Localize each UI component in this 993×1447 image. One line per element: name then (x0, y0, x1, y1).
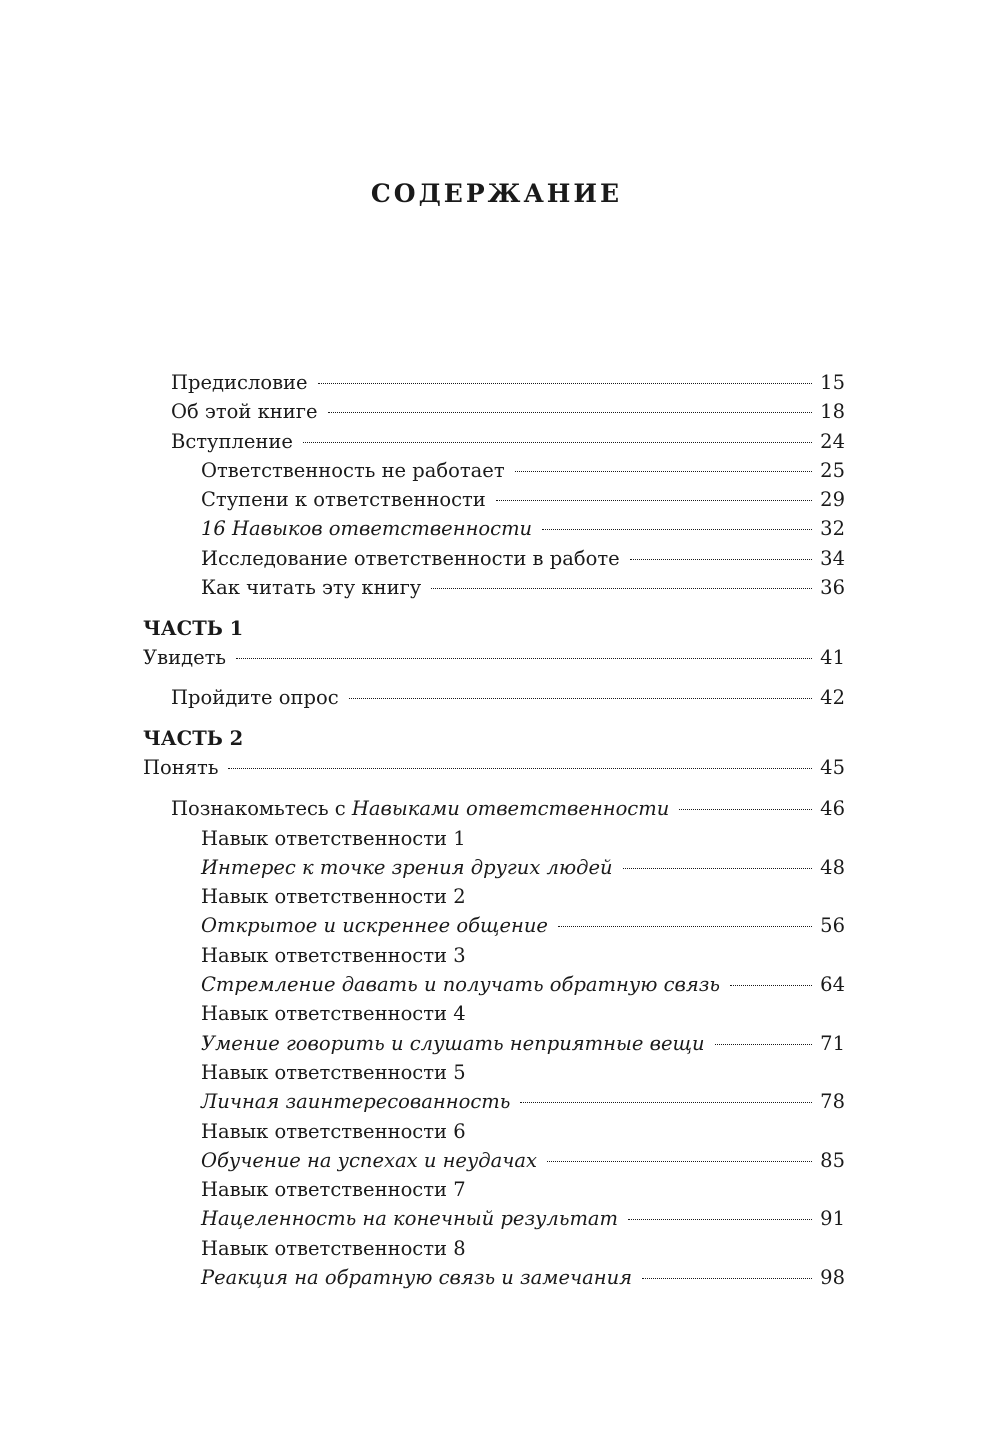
dot-leader (558, 926, 812, 927)
toc-entry-research[interactable] (143, 544, 845, 573)
toc-entry-title: Как читать эту книгу (201, 576, 422, 600)
skill-label (143, 1058, 845, 1087)
toc-entry-title: Стремление давать и получать обратную связь (201, 973, 721, 997)
toc-entry-title: Пройдите опрос (171, 685, 339, 709)
toc-page-number: 24 (820, 429, 845, 453)
dot-leader (642, 1278, 812, 1279)
skill-label-text: Навык ответственности 7 (201, 1178, 466, 1202)
skill-label-text: Навык ответственности 1 (201, 826, 466, 850)
dot-leader (318, 383, 813, 384)
toc-entry-title (171, 794, 669, 823)
toc-page-number: 98 (820, 1266, 845, 1290)
skill-label-text: Навык ответственности 6 (201, 1119, 466, 1143)
toc-entry-preface[interactable] (143, 368, 845, 397)
toc-entry-skill-7[interactable] (143, 1204, 845, 1233)
dot-leader (630, 559, 813, 560)
part-2-heading: ЧАСТЬ 2 (143, 726, 244, 750)
toc-entry-title: Обучение на успехах и неудачах (201, 1148, 538, 1172)
dot-leader (496, 500, 812, 501)
toc-page-number: 34 (820, 546, 845, 570)
toc-entry-understand[interactable] (143, 753, 845, 782)
toc-page-number: 91 (820, 1207, 845, 1231)
dot-leader (328, 412, 813, 413)
toc-page-number: 32 (820, 517, 845, 541)
toc-entry-introduction[interactable] (143, 427, 845, 456)
toc-entry-italic: Навыками ответственности (351, 797, 670, 821)
toc-entry-responsibility-fails[interactable] (143, 456, 845, 485)
toc-entry-steps[interactable] (143, 485, 845, 514)
toc-entry-title: Ответственность не работает (201, 458, 505, 482)
dot-leader (730, 985, 812, 986)
toc-entry-title: Увидеть (143, 646, 227, 670)
toc-entry-skill-8[interactable] (143, 1263, 845, 1292)
toc-entry-title: Вступление (171, 429, 293, 453)
skill-label-text: Навык ответственности 3 (201, 943, 466, 967)
toc-entry-title: Реакция на обратную связь и замечания (201, 1266, 633, 1290)
toc-entry-title: Интерес к точке зрения других людей (201, 855, 613, 879)
skill-label (143, 999, 845, 1028)
dot-leader (303, 442, 812, 443)
toc-page-number: 46 (820, 797, 845, 821)
skill-label-text: Навык ответственности 2 (201, 885, 466, 909)
dot-leader (547, 1161, 812, 1162)
skill-label-text: Навык ответственности 4 (201, 1002, 466, 1026)
skill-label (143, 1175, 845, 1204)
toc-entry-title: Ступени к ответственности (201, 488, 486, 512)
toc-entry-skill-2[interactable] (143, 911, 845, 940)
dot-leader (515, 471, 813, 472)
toc-entry-title: Умение говорить и слушать неприятные вещи (201, 1031, 705, 1055)
toc-page-number: 41 (820, 646, 845, 670)
dot-leader (228, 768, 812, 769)
skill-label (143, 1234, 845, 1263)
skill-label-text: Навык ответственности 5 (201, 1060, 466, 1084)
toc-entry-skill-6[interactable] (143, 1146, 845, 1175)
toc-entry-title: Личная заинтересованность (201, 1090, 511, 1114)
table-of-contents (143, 368, 845, 1292)
dot-leader (715, 1044, 813, 1045)
toc-entry-title: Открытое и искреннее общение (201, 914, 548, 938)
toc-entry-how-to-read[interactable] (143, 573, 845, 602)
toc-entry-title: 16 Навыков ответственности (201, 517, 533, 541)
toc-page-number: 15 (820, 371, 845, 394)
toc-page-number: 64 (820, 973, 845, 997)
dot-leader (628, 1219, 812, 1220)
toc-entry-title: Понять (143, 755, 219, 779)
toc-entry-about-book[interactable] (143, 397, 845, 426)
toc-page-number: 48 (820, 855, 845, 879)
toc-entry-skill-3[interactable] (143, 970, 845, 999)
dot-leader (623, 868, 813, 869)
toc-page-number: 71 (820, 1031, 845, 1055)
toc-entry-16-skills[interactable] (143, 514, 845, 543)
part-1-heading: ЧАСТЬ 1 (143, 617, 244, 641)
toc-entry-title: Об этой книге (171, 400, 318, 424)
toc-entry-skill-1[interactable] (143, 853, 845, 882)
toc-entry-skill-5[interactable] (143, 1087, 845, 1116)
toc-page-number: 85 (820, 1148, 845, 1172)
skill-label (143, 824, 845, 853)
toc-page-number: 78 (820, 1090, 845, 1114)
dot-leader (542, 529, 812, 530)
toc-page-number: 36 (820, 576, 845, 600)
toc-page-number: 25 (820, 458, 845, 482)
toc-entry-title: Исследование ответственности в работе (201, 546, 620, 570)
skill-label (143, 882, 845, 911)
dot-leader (679, 809, 812, 810)
toc-entry-meet-skills[interactable] (143, 794, 845, 823)
skill-label-text: Навык ответственности 8 (201, 1236, 466, 1260)
toc-page-number: 18 (820, 400, 845, 424)
toc-entry-take-survey[interactable] (143, 683, 845, 712)
toc-page-number: 56 (820, 914, 845, 938)
toc-entry-skill-4[interactable] (143, 1029, 845, 1058)
dot-leader (431, 588, 812, 589)
dot-leader (520, 1102, 812, 1103)
toc-page-number: 42 (820, 685, 845, 709)
toc-entry-prefix: Познакомьтесь с (171, 797, 352, 821)
toc-page-number: 45 (820, 755, 845, 779)
toc-page-number: 29 (820, 488, 845, 512)
page-title: СОДЕРЖАНИЕ (370, 179, 623, 208)
toc-entry-title: Предисловие (171, 371, 308, 394)
toc-entry-title: Нацеленность на конечный результат (201, 1207, 619, 1231)
dot-leader (236, 658, 812, 659)
dot-leader (349, 698, 813, 699)
toc-entry-see[interactable] (143, 643, 845, 672)
skill-label (143, 1117, 845, 1146)
skill-label (143, 941, 845, 970)
